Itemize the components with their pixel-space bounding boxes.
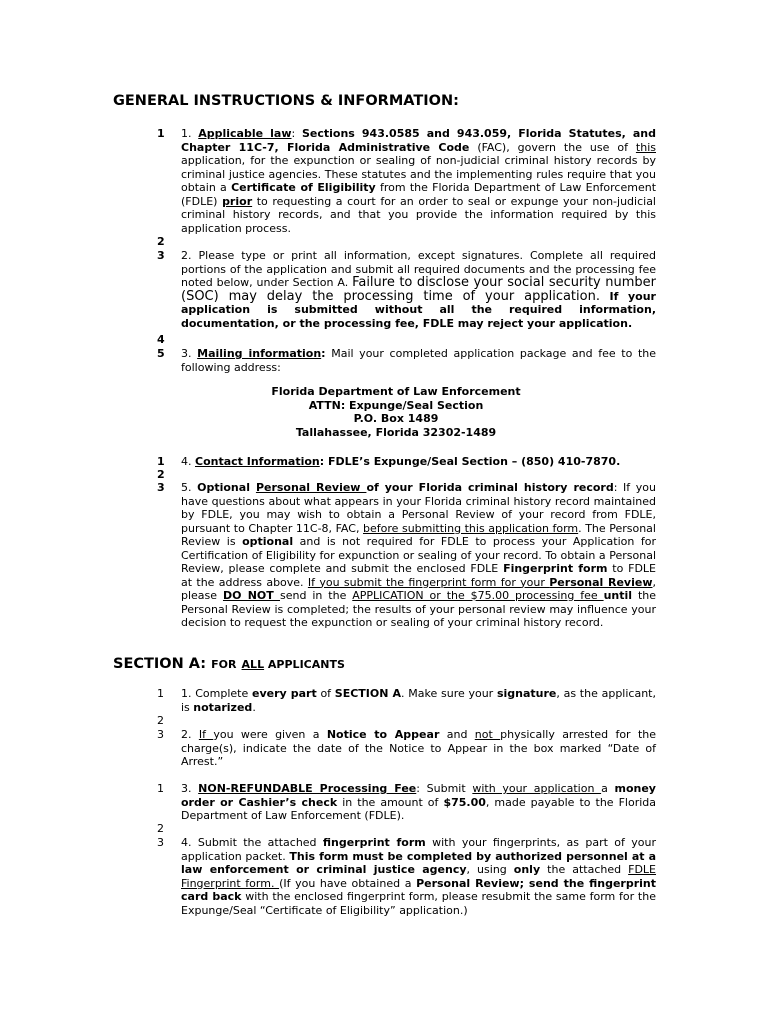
line-number: 5 bbox=[157, 347, 165, 360]
line-number: 2 bbox=[157, 822, 164, 835]
line-number: 4 bbox=[157, 333, 165, 346]
address-line: Tallahassee, Florida 32302-1489 bbox=[295, 425, 497, 439]
line-number: 2 bbox=[157, 714, 164, 727]
personal-review-paragraph: 5. Optional Personal Review of your Florida criminal history record: If you have questions about what appears in your Florida criminal history record maintained by FDLE, you may wish to obtain a Personal Review of your record from FDLE, pursuant to Chapter 11C-8, FAC, before submitting this application form. The Personal Review is optional and is not required for FDLE to process your Application for Certification of Eligibility for expunction or sealing of your record. To obtain a Personal Review, please complete and submit the enclosed FDLE Fingerprint form to FDLE at the address above. If you submit the fingerprint form for your Personal Review, please DO NOT send in the APPLICATION or the $75.00 processing fee until the Personal Review is completed; the results of your personal review may influence your decision to request the expunction or sealing of your criminal history record. bbox=[181, 481, 657, 629]
line-number: 1 bbox=[157, 127, 165, 140]
address-line: Florida Department of Law Enforcement bbox=[271, 385, 521, 398]
address-line: P.O. Box 1489 bbox=[353, 412, 439, 425]
mailing-information-paragraph: 3. Mailing information: Mail your completed application package and fee to the following address: bbox=[181, 347, 657, 374]
line-number: 3 bbox=[157, 836, 164, 849]
line-number: 3 bbox=[157, 249, 165, 262]
page-title: GENERAL INSTRUCTIONS & INFORMATION: bbox=[113, 93, 459, 109]
line-number: 3 bbox=[157, 481, 165, 494]
section-a-item-4: 4. Submit the attached fingerprint form with your fingerprints, as part of your application packet. This form must be completed by authorized personnel at a law enforcement or criminal justice agency, using only the attached FDLE Fingerprint form. (If you have obtained a Personal Review; send the fingerprint card back with the enclosed fingerprint form, please resubmit the same form for the Expunge/Seal “Certificate of Eligibility” application.) bbox=[181, 836, 657, 917]
line-number: 1 bbox=[157, 455, 165, 468]
line-number: 2 bbox=[157, 468, 165, 481]
type-or-print-paragraph: 2. Please type or print all information, except signatures. Complete all required portions of the application and submit all required documents and the processing fee noted below, under Section A. Failure to disclose your social security number (SOC) may delay the processing time of your application. If your application is submitted without all the required information, documentation, or the processing fee, FDLE may reject your application. bbox=[181, 249, 656, 330]
section-a-item-1: 1. Complete every part of SECTION A. Make sure your signature, as the applicant, is notarized. bbox=[181, 687, 656, 714]
mailing-address bbox=[181, 385, 611, 439]
section-a-item-3: 3. NON-REFUNDABLE Processing Fee: Submit with your application a money order or Cashier’s check in the amount of $75.00, made payable to the Florida Department of Law Enforcement (FDLE). bbox=[181, 782, 657, 822]
address-line: ATTN: Expunge/Seal Section bbox=[308, 398, 484, 412]
contact-information-paragraph: 4. Contact Information: FDLE’s Expunge/Seal Section – (850) 410-7870. bbox=[181, 455, 621, 468]
line-number: 2 bbox=[157, 235, 165, 248]
section-a-item-2: 2. If you were given a Notice to Appear and not physically arrested for the charge(s), indicate the date of the Notice to Appear in the box marked “Date of Arrest.” bbox=[181, 728, 656, 768]
line-number: 3 bbox=[157, 728, 164, 741]
section-a-heading: SECTION A: FOR ALL APPLICANTS bbox=[113, 656, 345, 672]
line-number: 1 bbox=[157, 782, 164, 795]
applicable-law-paragraph: 1. Applicable law: Sections 943.0585 and 943.059, Florida Statutes, and Chapter 11C-7, Florida Administrative Code (FAC), govern the use of this application, for the expunction or sealing of non-judicial criminal history records by criminal justice agencies. These statutes and the implementing rules require that you obtain a Certificate of Eligibility from the Florida Department of Law Enforcement (FDLE) prior to requesting a court for an order to seal or expunge your non-judicial criminal history records, and that you provide the information required by this application process. bbox=[181, 127, 657, 235]
line-number: 1 bbox=[157, 687, 164, 700]
